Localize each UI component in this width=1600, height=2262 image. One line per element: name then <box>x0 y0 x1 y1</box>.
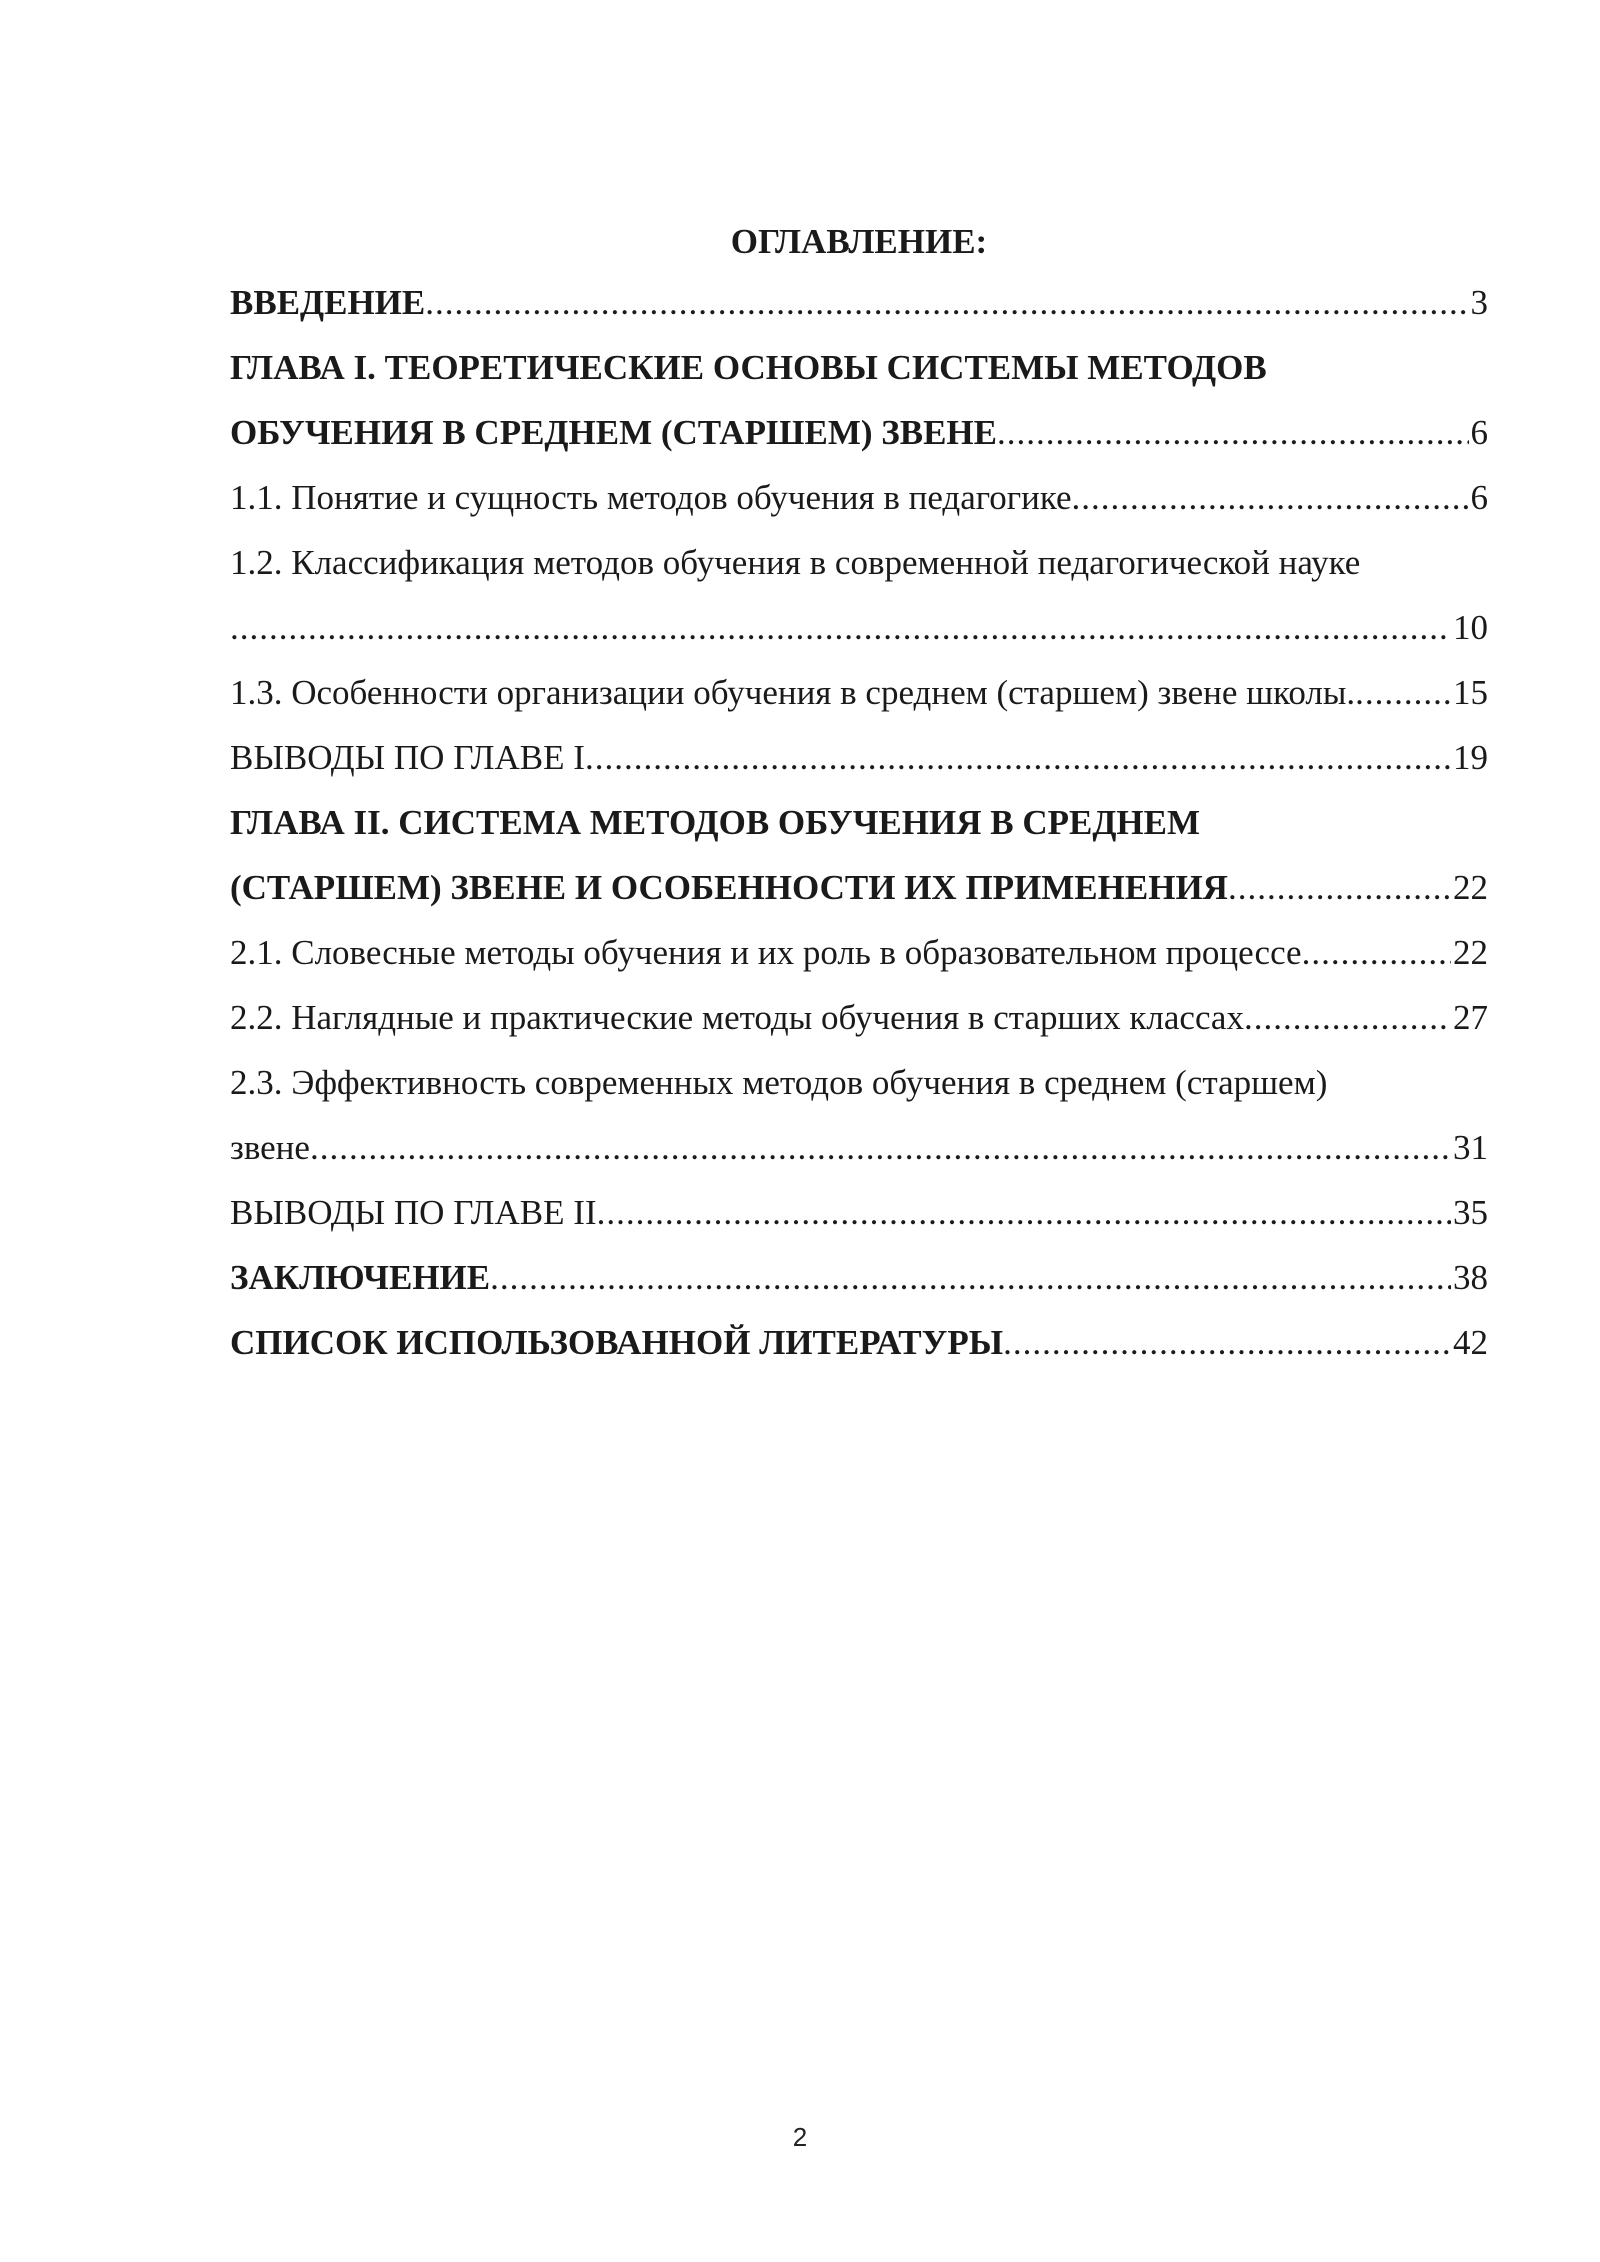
toc-entry-text: ГЛАВА II. СИСТЕМА МЕТОДОВ ОБУЧЕНИЯ В СРЕДНЕМ <box>230 803 1201 842</box>
dot-leader <box>597 1180 1451 1245</box>
dot-leader <box>585 725 1451 790</box>
dot-leader <box>1355 660 1451 725</box>
toc-title: ОГЛАВЛЕНИЕ: <box>730 222 988 261</box>
dot-leader <box>1228 855 1451 920</box>
toc-entry-section-1-1[interactable] <box>230 465 1488 530</box>
toc-entry-conclusion[interactable] <box>230 1245 1488 1310</box>
toc-entry-text: СПИСОК ИСПОЛЬЗОВАННОЙ ЛИТЕРАТУРЫ <box>230 1323 1004 1362</box>
toc-entry-text: ВЫВОДЫ ПО ГЛАВЕ I <box>230 738 585 777</box>
dot-leader <box>997 400 1469 465</box>
dot-leader <box>1302 920 1451 985</box>
dot-leader <box>1003 1310 1451 1375</box>
toc-entry-text: 2.2. Наглядные и практические методы обучения в старших классах <box>230 998 1244 1037</box>
toc-entry-text: 1.2. Классификация методов обучения в современной педагогической науке <box>230 543 1361 582</box>
table-of-contents <box>230 214 1488 1375</box>
toc-entry-page: 10 <box>1453 608 1488 647</box>
toc-entry-text: ВЫВОДЫ ПО ГЛАВЕ II <box>230 1193 597 1232</box>
toc-entry-page: 22 <box>1453 868 1488 907</box>
dot-leader <box>425 270 1468 335</box>
toc-entry-text: ГЛАВА I. ТЕОРЕТИЧЕСКИЕ ОСНОВЫ СИСТЕМЫ МЕТОДОВ <box>230 348 1267 387</box>
toc-entry-page: 3 <box>1470 283 1488 322</box>
toc-entry-page: 42 <box>1453 1323 1488 1362</box>
toc-entry-section-2-3-line-1[interactable] <box>230 1050 1488 1115</box>
toc-entry-conclusions-chapter-1[interactable] <box>230 725 1488 790</box>
toc-entry-page: 6 <box>1470 413 1488 452</box>
toc-entry-section-2-2[interactable] <box>230 985 1488 1050</box>
toc-entry-text: ОБУЧЕНИЯ В СРЕДНЕМ (СТАРШЕМ) ЗВЕНЕ <box>230 413 997 452</box>
toc-entry-text: 2.3. Эффективность современных методов обучения в среднем (старшем) <box>230 1063 1328 1102</box>
toc-entry-chapter-2-line-2[interactable] <box>230 855 1488 920</box>
toc-entry-text: 1.1. Понятие и сущность методов обучения в педагогике <box>230 478 1072 517</box>
toc-entry-page: 19 <box>1453 738 1488 777</box>
toc-entry-text: звене <box>230 1128 310 1167</box>
dot-leader <box>490 1245 1451 1310</box>
toc-entry-section-1-2-line-1[interactable] <box>230 530 1488 595</box>
dot-leader <box>1072 465 1469 530</box>
toc-entry-section-1-2-line-2[interactable] <box>230 595 1488 660</box>
dot-leader <box>230 595 1451 660</box>
toc-entry-chapter-1-line-2[interactable] <box>230 400 1488 465</box>
toc-entry-section-2-3-line-2[interactable] <box>230 1115 1488 1180</box>
toc-entry-section-1-3[interactable] <box>230 660 1488 725</box>
toc-entry-page: 27 <box>1453 998 1488 1037</box>
toc-entry-page: 38 <box>1453 1258 1488 1297</box>
toc-entry-page: 35 <box>1453 1193 1488 1232</box>
page-number: 2 <box>792 2122 808 2152</box>
dot-leader <box>310 1115 1451 1180</box>
toc-entry-text: ВВЕДЕНИЕ <box>230 283 426 322</box>
toc-entry-section-2-1[interactable] <box>230 920 1488 985</box>
toc-entry-chapter-1-line-1[interactable] <box>230 335 1488 400</box>
toc-entry-page: 31 <box>1453 1128 1488 1167</box>
toc-entry-introduction[interactable] <box>230 270 1488 335</box>
toc-entry-page: 22 <box>1453 933 1488 972</box>
dot-leader <box>1244 985 1451 1050</box>
toc-entry-text: ЗАКЛЮЧЕНИЕ <box>230 1258 491 1297</box>
toc-entry-page: 15 <box>1453 673 1488 712</box>
toc-entry-text: 2.1. Словесные методы обучения и их роль в образовательном процессе <box>230 933 1302 972</box>
toc-entry-text: (СТАРШЕМ) ЗВЕНЕ И ОСОБЕННОСТИ ИХ ПРИМЕНЕНИЯ <box>230 868 1228 907</box>
toc-entry-references[interactable] <box>230 1310 1488 1375</box>
toc-entry-page: 6 <box>1470 478 1488 517</box>
toc-entry-chapter-2-line-1[interactable] <box>230 790 1488 855</box>
toc-entry-conclusions-chapter-2[interactable] <box>230 1180 1488 1245</box>
toc-entry-text: 1.3. Особенности организации обучения в среднем (старшем) звене школы. <box>230 673 1356 712</box>
